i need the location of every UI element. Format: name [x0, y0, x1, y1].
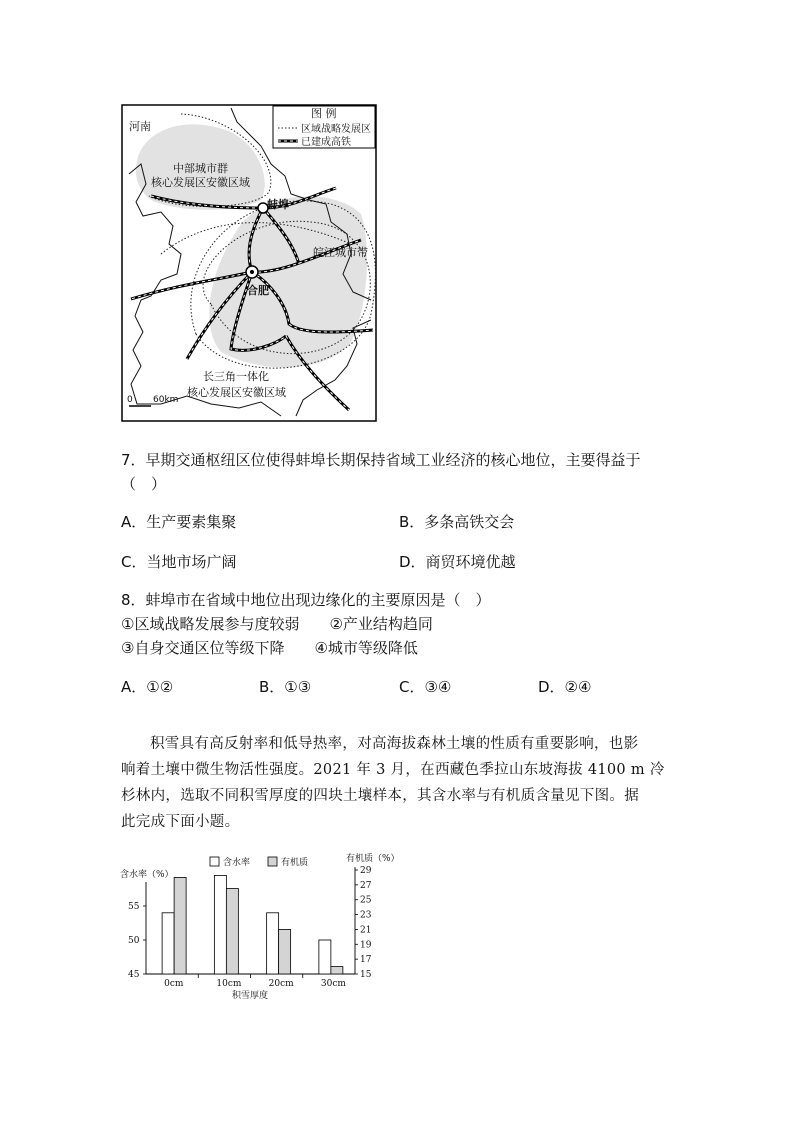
scale-length: 60km	[153, 395, 179, 405]
legend-water: 含水率	[223, 858, 251, 868]
legend-title: 图 例	[311, 107, 337, 120]
x-tick-label-0cm: 0cm	[164, 979, 184, 989]
legend-organic: 有机质	[281, 858, 309, 868]
label-henan: 河南	[129, 120, 151, 133]
passage-line-2: 响着土壤中微生物活性强度。2021 年 3 月，在西藏色季拉山东坡海拔 4100 m 冷	[121, 762, 665, 778]
right-tick-label: 15	[360, 970, 372, 980]
anhui-map	[121, 104, 377, 422]
q8-option-d[interactable]: D．②④	[538, 678, 592, 696]
x-tick-label-30cm: 30cm	[320, 979, 346, 989]
q7-stem: 7．早期交通枢纽区位使得蚌埠长期保持省域工业经济的核心地位，主要得益于	[121, 451, 641, 469]
passage-line-4: 此完成下面小题。	[121, 814, 240, 830]
bar-water-30cm	[319, 940, 331, 974]
legend-rail: 已建成高铁	[301, 137, 351, 148]
label-central-2: 核心发展区安徽区域	[151, 176, 250, 189]
label-hefei: 合肥	[247, 284, 269, 297]
right-tick-label: 23	[360, 910, 372, 921]
q8-statement-line-2: ③自身交通区位等级下降 ④城市等级降低	[121, 639, 418, 657]
left-axis-label: 含水率（%）	[120, 870, 174, 880]
bar-water-0cm	[162, 913, 174, 974]
q8-option-c[interactable]: C．③④	[399, 678, 452, 696]
q8-option-a[interactable]: A．①②	[121, 678, 174, 696]
scale-zero: 0	[127, 395, 133, 405]
passage-line-3: 杉林内，选取不同积雪厚度的四块土壤样本，其含水率与有机质含量见下图。据	[121, 788, 639, 804]
q7-option-a[interactable]: A．生产要素集聚	[121, 513, 237, 531]
label-yrd-1: 长三角一体化	[203, 370, 269, 383]
right-axis-label: 有机质（%）	[346, 854, 400, 864]
label-central-1: 中部城市群	[173, 162, 228, 175]
q8-option-b[interactable]: B．①③	[259, 678, 312, 696]
label-wanjiang: 皖江城市带	[313, 246, 368, 259]
q7-paren: （ ）	[121, 475, 167, 493]
bar-organic-20cm	[279, 929, 291, 974]
label-yrd-2: 核心发展区安徽区域	[187, 386, 286, 399]
x-tick-label-20cm: 20cm	[268, 979, 294, 989]
right-tick-label: 19	[360, 940, 372, 951]
q7-option-d[interactable]: D．商贸环境优越	[399, 553, 516, 571]
left-tick-label: 55	[128, 902, 140, 912]
bar-water-10cm	[214, 875, 226, 974]
x-tick-label-10cm: 10cm	[216, 979, 242, 989]
q7-option-c[interactable]: C．当地市场广阔	[121, 553, 237, 571]
bar-organic-10cm	[226, 889, 238, 974]
snow-soil-chart	[118, 850, 408, 1010]
bar-water-20cm	[267, 913, 279, 974]
left-tick-label: 45	[128, 970, 140, 980]
legend-swatch-organic	[268, 857, 277, 866]
legend-strategy: 区域战略发展区	[301, 124, 371, 135]
right-tick-label: 25	[360, 895, 372, 906]
q8-statement-line-1: ①区域战略发展参与度较弱 ②产业结构趋同	[121, 615, 433, 633]
legend-swatch-water	[210, 857, 219, 866]
right-tick-label: 21	[360, 925, 372, 936]
bar-organic-0cm	[174, 877, 186, 974]
right-tick-label: 17	[360, 955, 372, 966]
q8-stem: 8．蚌埠市在省域中地位出现边缘化的主要原因是（ ）	[121, 591, 491, 609]
bar-organic-30cm	[331, 967, 343, 974]
passage-line-1: 积雪具有高反射率和低导热率，对高海拔森林土壤的性质有重要影响，也影	[150, 736, 639, 752]
label-bengbu: 蚌埠	[267, 198, 289, 211]
x-axis-label: 积雪厚度	[232, 991, 269, 1001]
right-tick-label: 29	[360, 866, 372, 876]
left-tick-label: 50	[128, 936, 140, 946]
right-tick-label: 27	[360, 880, 372, 891]
q7-option-b[interactable]: B．多条高铁交会	[399, 513, 515, 531]
